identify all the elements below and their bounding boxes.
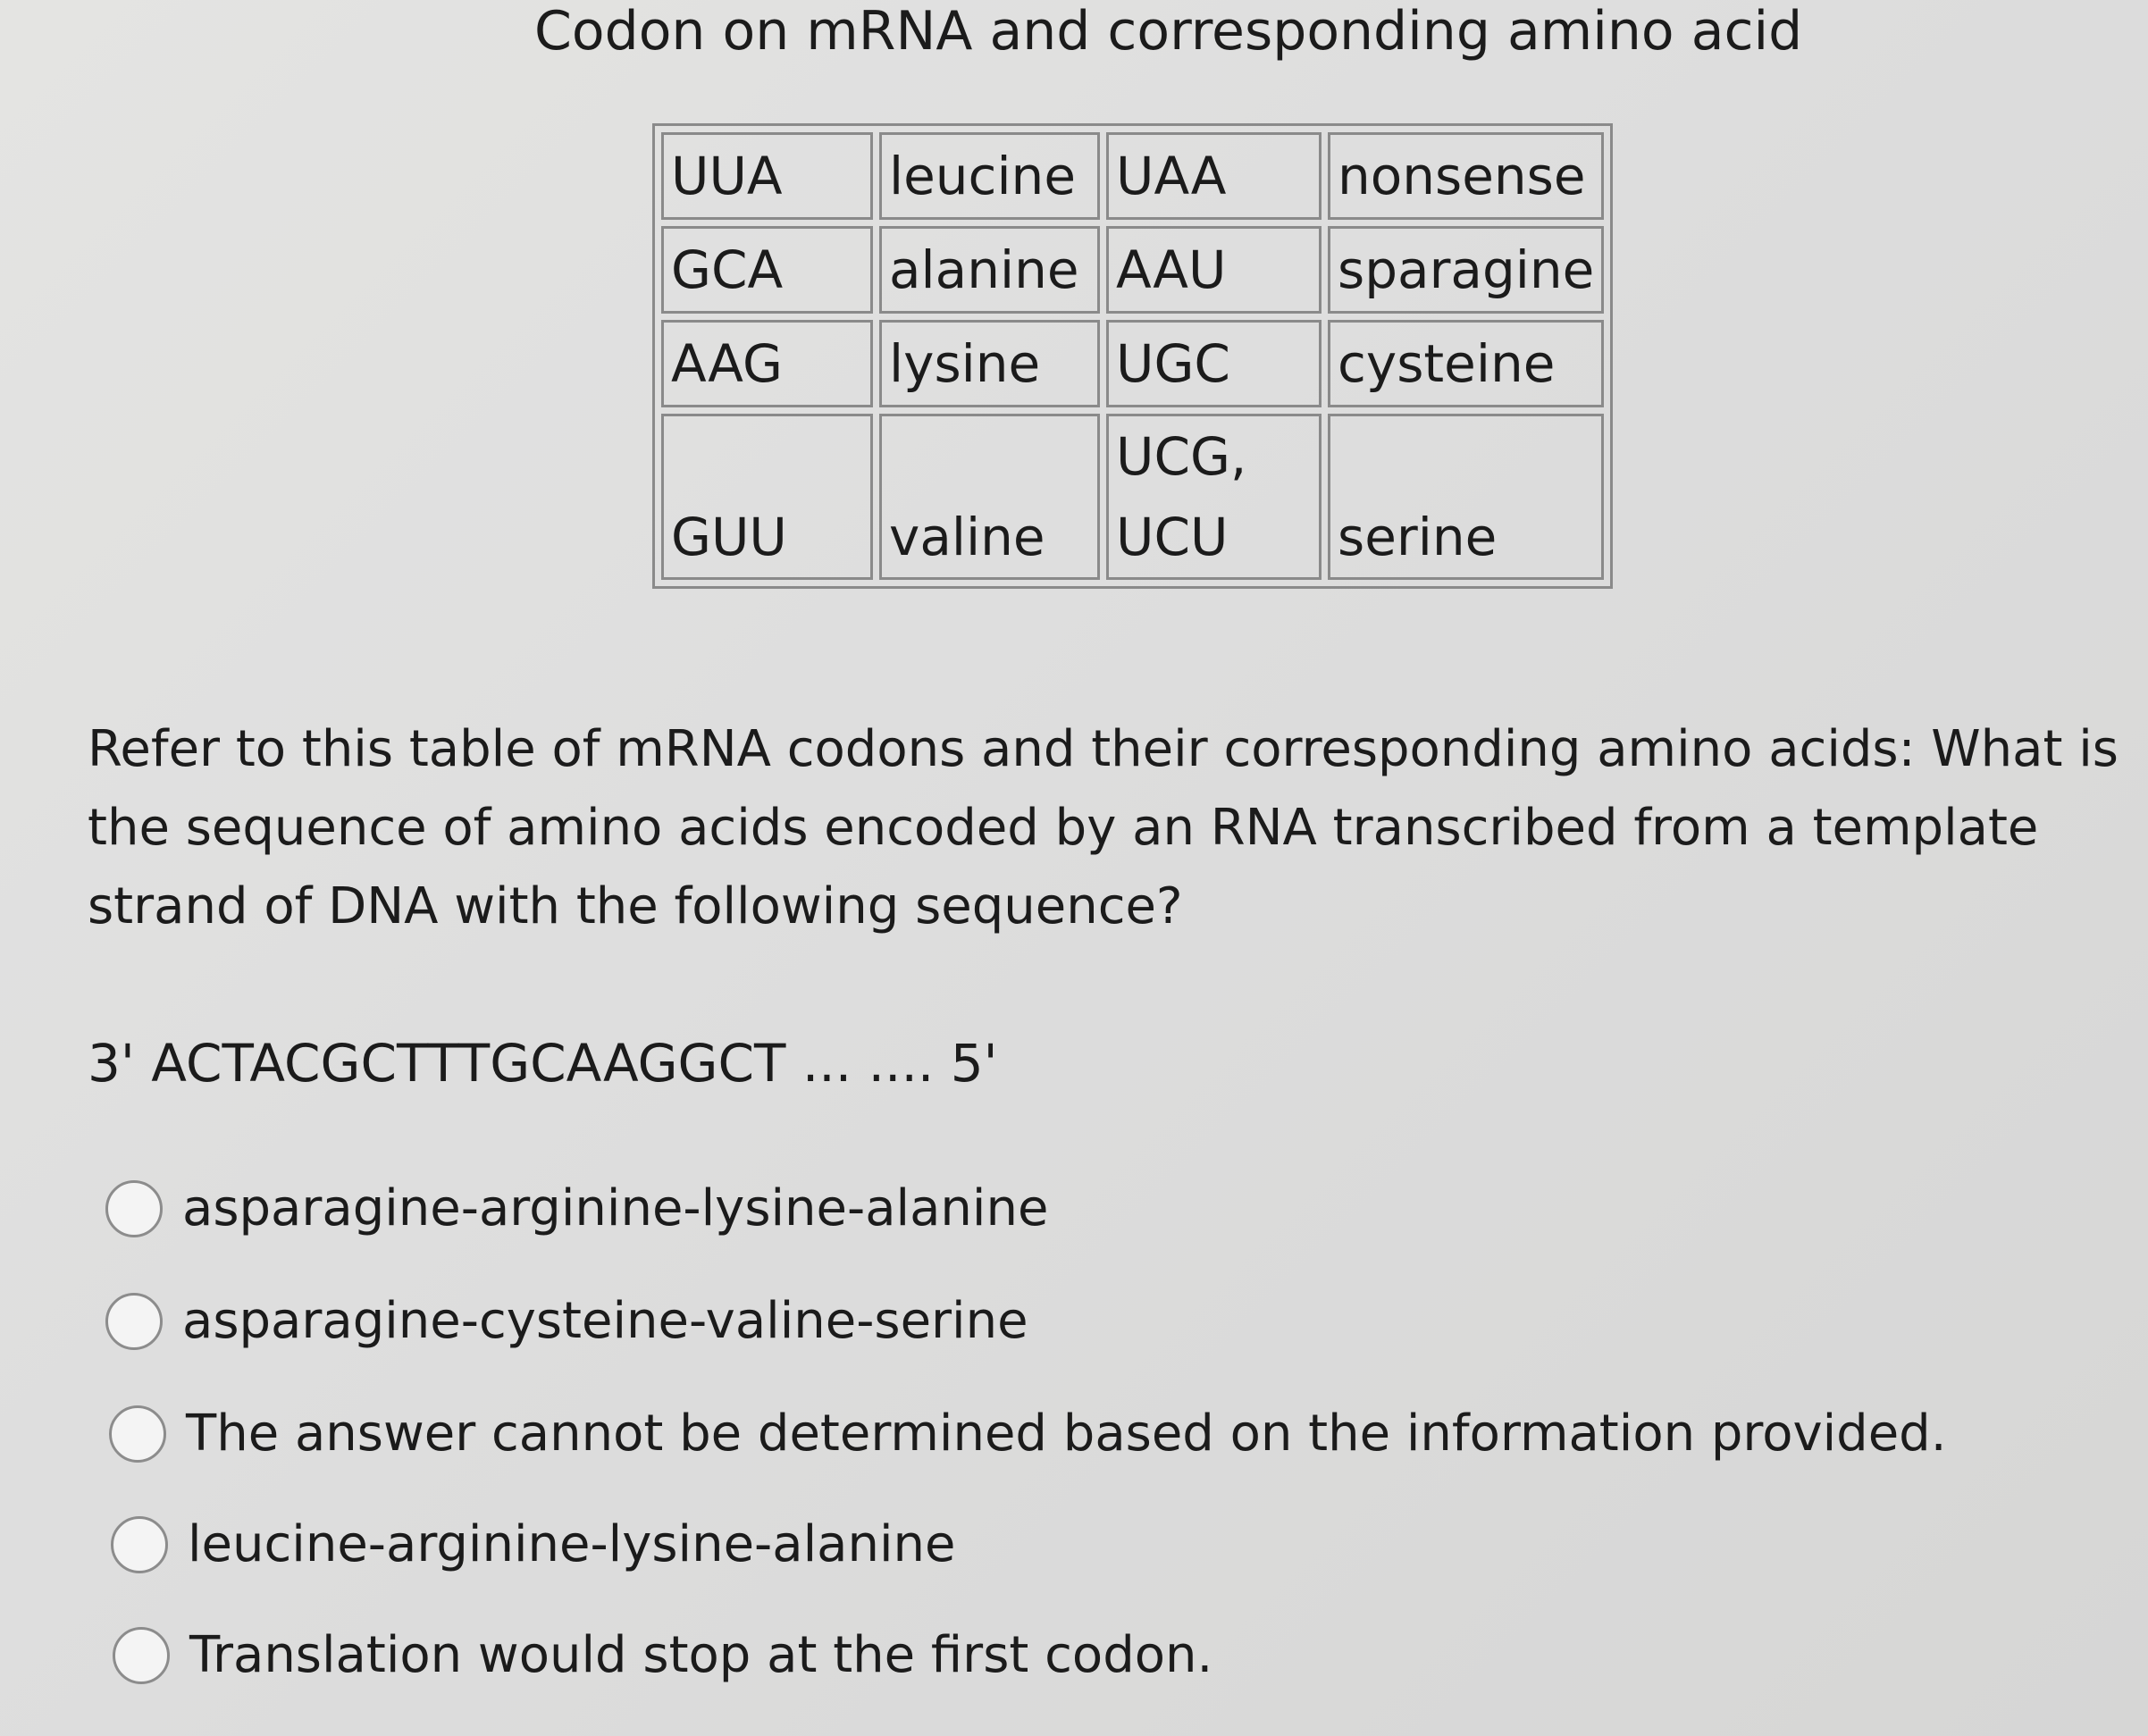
amino-acid-cell: nonsense xyxy=(1328,132,1604,220)
answer-option[interactable] xyxy=(105,1292,1028,1350)
codon-cell: UGC xyxy=(1106,320,1322,407)
codon-cell-multi xyxy=(1106,414,1322,580)
table-row xyxy=(661,414,1604,580)
codon-cell: GCA xyxy=(661,226,873,314)
answer-option-label: leucine-arginine-lysine-alanine xyxy=(188,1515,956,1573)
amino-acid-cell: valine xyxy=(879,414,1100,580)
amino-acid-cell: sparagine xyxy=(1328,226,1604,314)
answer-option-label: asparagine-arginine-lysine-alanine xyxy=(182,1179,1049,1237)
table-row xyxy=(661,320,1604,407)
codon-cell: UUA xyxy=(661,132,873,220)
answer-option[interactable] xyxy=(111,1515,955,1573)
amino-acid-cell: lysine xyxy=(879,320,1100,407)
radio-button[interactable] xyxy=(105,1180,163,1237)
amino-acid-cell: leucine xyxy=(879,132,1100,220)
codon-line: UCG, xyxy=(1116,426,1247,487)
answer-option-label: Translation would stop at the first codon. xyxy=(189,1626,1213,1684)
answer-option[interactable] xyxy=(105,1179,1048,1237)
dna-sequence: 3' ACTACGCTTTGCAAGGCT ... .... 5' xyxy=(88,1033,998,1094)
codon-table xyxy=(652,123,1613,589)
table-row xyxy=(661,132,1604,220)
radio-button[interactable] xyxy=(109,1405,166,1463)
codon-cell: GUU xyxy=(661,414,873,580)
amino-acid-cell: cysteine xyxy=(1328,320,1604,407)
amino-acid-cell: alanine xyxy=(879,226,1100,314)
answer-option-label: The answer cannot be determined based on the information provided. xyxy=(186,1405,1947,1463)
answer-option[interactable] xyxy=(109,1405,1947,1463)
radio-button[interactable] xyxy=(113,1627,170,1684)
radio-button[interactable] xyxy=(111,1516,168,1573)
question-text: Refer to this table of mRNA codons and their corresponding amino acids: What is the sequence of amino acids encoded by an RNA transcribed from a template strand of DNA with the following sequence? xyxy=(88,720,2119,935)
codon-cell: AAG xyxy=(661,320,873,407)
question-title: Codon on mRNA and corresponding amino acid xyxy=(534,0,1803,63)
codon-cell: AAU xyxy=(1106,226,1322,314)
radio-button[interactable] xyxy=(105,1293,163,1350)
answer-option-label: asparagine-cysteine-valine-serine xyxy=(182,1292,1028,1350)
answer-option[interactable] xyxy=(113,1626,1212,1684)
amino-acid-cell: serine xyxy=(1328,414,1604,580)
codon-cell: UAA xyxy=(1106,132,1322,220)
table-row xyxy=(661,226,1604,314)
codon-line: UCU xyxy=(1116,507,1229,567)
